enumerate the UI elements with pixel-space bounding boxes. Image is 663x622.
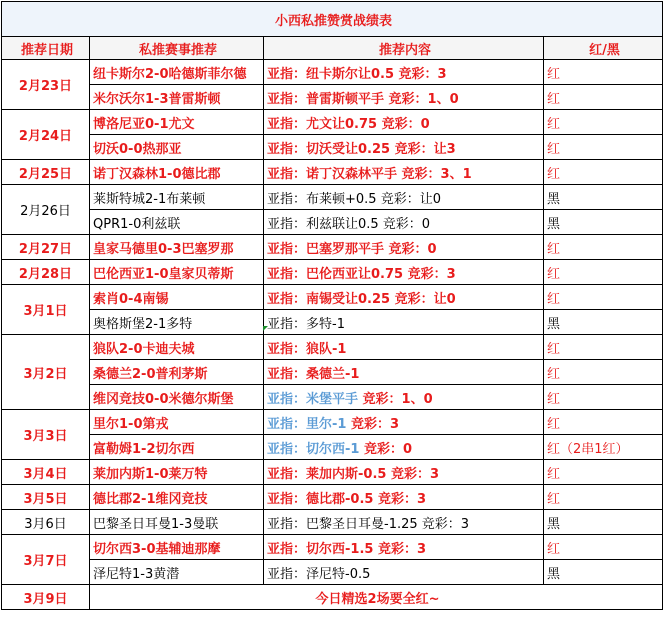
- header-match: 私推赛事推荐: [90, 37, 264, 60]
- match-cell: 莱加内斯1-0莱万特: [90, 460, 264, 485]
- table-row: [2, 85, 663, 110]
- table-row: [2, 210, 663, 235]
- table-row: [2, 510, 663, 535]
- prediction-cell: 亚指：巴伦西亚让0.75 竞彩：3: [264, 260, 544, 285]
- prediction-cell: [264, 385, 544, 410]
- prediction-cell: 亚指：普雷斯顿平手 竞彩：1、0: [264, 85, 544, 110]
- date-cell: 3月5日: [2, 485, 90, 510]
- header-date: 推荐日期: [2, 37, 90, 60]
- table-row: [2, 435, 663, 460]
- prediction-cell: 亚指：莱加内斯-0.5 竞彩：3: [264, 460, 544, 485]
- table-row: [2, 135, 663, 160]
- match-cell: 莱斯特城2-1布莱顿: [90, 185, 264, 210]
- table-row: [2, 310, 663, 335]
- match-cell: 纽卡斯尔2-0哈德斯菲尔德: [90, 60, 264, 85]
- table-row: [2, 335, 663, 360]
- header-result: 红/黑: [544, 37, 663, 60]
- match-cell: 巴黎圣日耳曼1-3曼联: [90, 510, 264, 535]
- prediction-cell: 亚指：桑德兰-1: [264, 360, 544, 385]
- result-cell: 红: [544, 460, 663, 485]
- result-cell: 红: [544, 385, 663, 410]
- table-row: [2, 285, 663, 310]
- table-row: [2, 60, 663, 85]
- match-cell: 索肖0-4南锡: [90, 285, 264, 310]
- table-row: [2, 235, 663, 260]
- match-cell: 奥格斯堡2-1多特: [90, 310, 264, 335]
- result-cell: 黑: [544, 560, 663, 585]
- cell-comment-marker: [263, 326, 268, 331]
- result-cell: 红: [544, 85, 663, 110]
- match-cell: 博洛尼亚0-1尤文: [90, 110, 264, 135]
- prediction-cell: [264, 410, 544, 435]
- match-cell: 诺丁汉森林1-0德比郡: [90, 160, 264, 185]
- match-cell: 狼队2-0卡迪夫城: [90, 335, 264, 360]
- match-cell: 皇家马德里0-3巴塞罗那: [90, 235, 264, 260]
- prediction-asian-part: 亚指：里尔-1: [267, 416, 347, 432]
- prediction-cell: 亚指：狼队-1: [264, 335, 544, 360]
- result-cell: 红: [544, 260, 663, 285]
- date-cell: 2月23日: [2, 60, 90, 110]
- match-cell: 巴伦西亚1-0皇家贝蒂斯: [90, 260, 264, 285]
- match-cell: 桑德兰2-0普利茅斯: [90, 360, 264, 385]
- table-row: [2, 260, 663, 285]
- prediction-cell: 亚指：德比郡-0.5 竞彩：3: [264, 485, 544, 510]
- result-cell: 红: [544, 285, 663, 310]
- result-cell: 红: [544, 360, 663, 385]
- date-cell: 2月24日: [2, 110, 90, 160]
- result-cell: 红（2串1红）: [544, 435, 663, 460]
- prediction-cell: 亚指：南锡受让0.25 竞彩：让0: [264, 285, 544, 310]
- footer-row: [2, 585, 663, 610]
- prediction-cell: 亚指：巴黎圣日耳曼-1.25 竞彩：3: [264, 510, 544, 535]
- prediction-cell: 亚指：利兹联让0.5 竞彩：0: [264, 210, 544, 235]
- prediction-lottery-part: 竞彩：3: [346, 416, 400, 432]
- date-cell: 3月7日: [2, 535, 90, 585]
- result-cell: 黑: [544, 310, 663, 335]
- match-cell: 维冈竞技0-0米德尔斯堡: [90, 385, 264, 410]
- result-cell: 红: [544, 335, 663, 360]
- result-cell: 红: [544, 135, 663, 160]
- header-row: [2, 37, 663, 60]
- prediction-asian-part: 亚指：米堡平手: [267, 391, 359, 407]
- match-cell: 米尔沃尔1-3普雷斯顿: [90, 85, 264, 110]
- date-cell: 3月2日: [2, 335, 90, 410]
- table-row: [2, 160, 663, 185]
- result-cell: 红: [544, 535, 663, 560]
- date-cell: 2月28日: [2, 260, 90, 285]
- prediction-cell: [264, 435, 544, 460]
- prediction-cell: 亚指：切尔西-1.5 竞彩：3: [264, 535, 544, 560]
- prediction-lottery-part: 竞彩：1、0: [358, 391, 433, 407]
- results-table: [1, 1, 663, 610]
- result-cell: 红: [544, 60, 663, 85]
- prediction-cell: 亚指：多特-1: [264, 310, 544, 335]
- prediction-lottery-part: 竞彩：0: [359, 441, 413, 457]
- header-prediction: 推荐内容: [264, 37, 544, 60]
- match-cell: 富勒姆1-2切尔西: [90, 435, 264, 460]
- date-cell: 2月25日: [2, 160, 90, 185]
- prediction-cell: 亚指：切沃受让0.25 竞彩：让3: [264, 135, 544, 160]
- date-cell: 3月3日: [2, 410, 90, 460]
- title-row: [2, 2, 663, 37]
- table-row: [2, 535, 663, 560]
- match-cell: 切尔西3-0基辅迪那摩: [90, 535, 264, 560]
- prediction-cell: 亚指：泽尼特-0.5: [264, 560, 544, 585]
- match-cell: QPR1-0利兹联: [90, 210, 264, 235]
- table-row: [2, 485, 663, 510]
- prediction-cell: 亚指：巴塞罗那平手 竞彩：0: [264, 235, 544, 260]
- date-cell: 3月9日: [2, 585, 90, 610]
- match-cell: 德比郡2-1维冈竞技: [90, 485, 264, 510]
- match-cell: 泽尼特1-3黄潜: [90, 560, 264, 585]
- prediction-cell: 亚指：尤文让0.75 竞彩：0: [264, 110, 544, 135]
- match-cell: 里尔1-0第戎: [90, 410, 264, 435]
- prediction-cell: 亚指：布莱顿+0.5 竞彩：让0: [264, 185, 544, 210]
- prediction-cell: 亚指：诺丁汉森林平手 竞彩：3、1: [264, 160, 544, 185]
- result-cell: 红: [544, 110, 663, 135]
- prediction-cell: 亚指：纽卡斯尔让0.5 竞彩：3: [264, 60, 544, 85]
- result-cell: 红: [544, 410, 663, 435]
- result-cell: 黑: [544, 510, 663, 535]
- result-cell: 红: [544, 160, 663, 185]
- table-row: [2, 560, 663, 585]
- table-row: [2, 360, 663, 385]
- date-cell: 3月4日: [2, 460, 90, 485]
- footer-note: 今日精选2场要全红~: [90, 585, 663, 610]
- table-row: [2, 385, 663, 410]
- match-cell: 切沃0-0热那亚: [90, 135, 264, 160]
- table-title: 小西私推赞赏战绩表: [2, 2, 663, 37]
- date-cell: 2月26日: [2, 185, 90, 235]
- date-cell: 2月27日: [2, 235, 90, 260]
- result-cell: 黑: [544, 210, 663, 235]
- table-row: [2, 460, 663, 485]
- result-cell: 黑: [544, 185, 663, 210]
- table-row: [2, 185, 663, 210]
- date-cell: 3月6日: [2, 510, 90, 535]
- result-cell: 红: [544, 235, 663, 260]
- table-row: [2, 410, 663, 435]
- prediction-asian-part: 亚指：切尔西-1: [267, 441, 360, 457]
- result-cell: 红: [544, 485, 663, 510]
- table-row: [2, 110, 663, 135]
- date-cell: 3月1日: [2, 285, 90, 335]
